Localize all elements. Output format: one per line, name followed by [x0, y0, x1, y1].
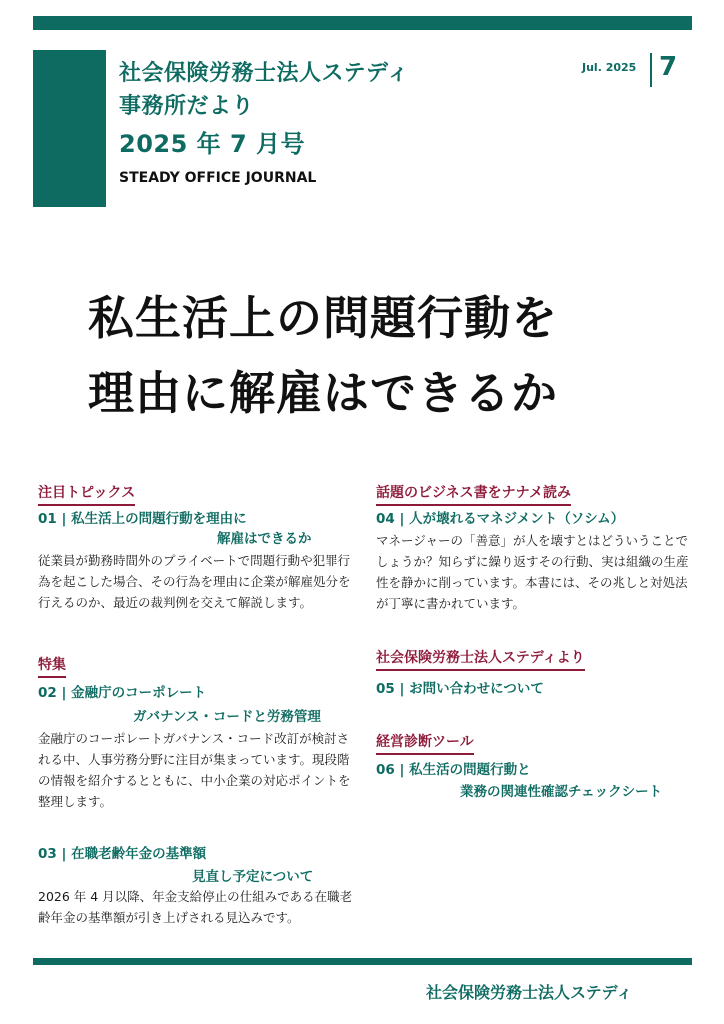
section-heading-feature: 特集	[38, 654, 66, 678]
header-side-block	[33, 50, 106, 207]
main-title-line-2: 理由に解雇はできるか	[88, 366, 558, 420]
article-04-title[interactable]: 04 | 人が壊れるマネジメント（ソシム）	[376, 511, 625, 527]
newsletter-name: 事務所だより	[119, 94, 255, 119]
org-name-header: 社会保険労務士法人ステディ	[119, 61, 410, 86]
article-03-summary: 2026 年 4 月以降、年金支給停止の仕組みである在職老齢年金の基準額が引き上げされる見込みです。	[38, 889, 353, 925]
article-02-summary: 金融庁のコーポレートガバナンス・コード改訂が検討される中、人事労務分野に注目が集まっています。現段階の情報を紹介するとともに、中小企業の対応ポイントを整理します。	[38, 731, 351, 809]
article-05-title[interactable]: 05 | お問い合わせについて	[376, 681, 544, 697]
date-separator	[650, 53, 652, 87]
article-03-title[interactable]: 03 | 在職老齢年金の基準額	[38, 846, 207, 862]
issue-date: Jul. 2025	[582, 61, 637, 74]
top-accent-bar	[33, 16, 692, 30]
article-01-summary: 従業員が勤務時間外のプライベートで問題行動や犯罪行為を起こした場合、その行為を理由に企業が解雇処分を行えるのか、最近の裁判例を交えて解説します。	[38, 553, 351, 610]
article-04-summary: マネージャーの「善意」が人を壊すとはどういうことでしょうか？知らずに繰り返すその行動、実は組織の生産性を静かに削っています。本書には、その兆しと対処法が丁寧に書かれています。	[376, 533, 689, 611]
section-heading-business-books: 話題のビジネス書をナナメ読み	[376, 482, 571, 506]
main-title-line-1: 私生活上の問題行動を	[88, 291, 558, 345]
issue-number: 7	[659, 52, 678, 82]
section-heading-topics: 注目トピックス	[38, 482, 135, 506]
article-01-title[interactable]: 01 | 私生活上の問題行動を理由に	[38, 511, 247, 527]
article-02-title-line-2[interactable]: ガバナンス・コードと労務管理	[133, 709, 321, 725]
journal-name: STEADY OFFICE JOURNAL	[119, 170, 317, 186]
section-heading-from-steady: 社会保険労務士法人ステディより	[376, 647, 585, 671]
footer-org-name: 社会保険労務士法人ステディ	[426, 983, 633, 1002]
article-06-title-line-2[interactable]: 業務の関連性確認チェックシート	[460, 784, 663, 800]
article-03-title-line-2[interactable]: 見直し予定について	[192, 869, 314, 885]
article-06-title[interactable]: 06 | 私生活の問題行動と	[376, 762, 531, 778]
issue-month: 2025 年 7 月号	[119, 130, 306, 158]
bottom-accent-bar	[33, 958, 692, 965]
section-heading-diagnosis-tool: 経営診断ツール	[376, 731, 474, 755]
article-02-title[interactable]: 02 | 金融庁のコーポレート	[38, 685, 207, 701]
article-01-title-line-2[interactable]: 解雇はできるか	[217, 531, 312, 547]
